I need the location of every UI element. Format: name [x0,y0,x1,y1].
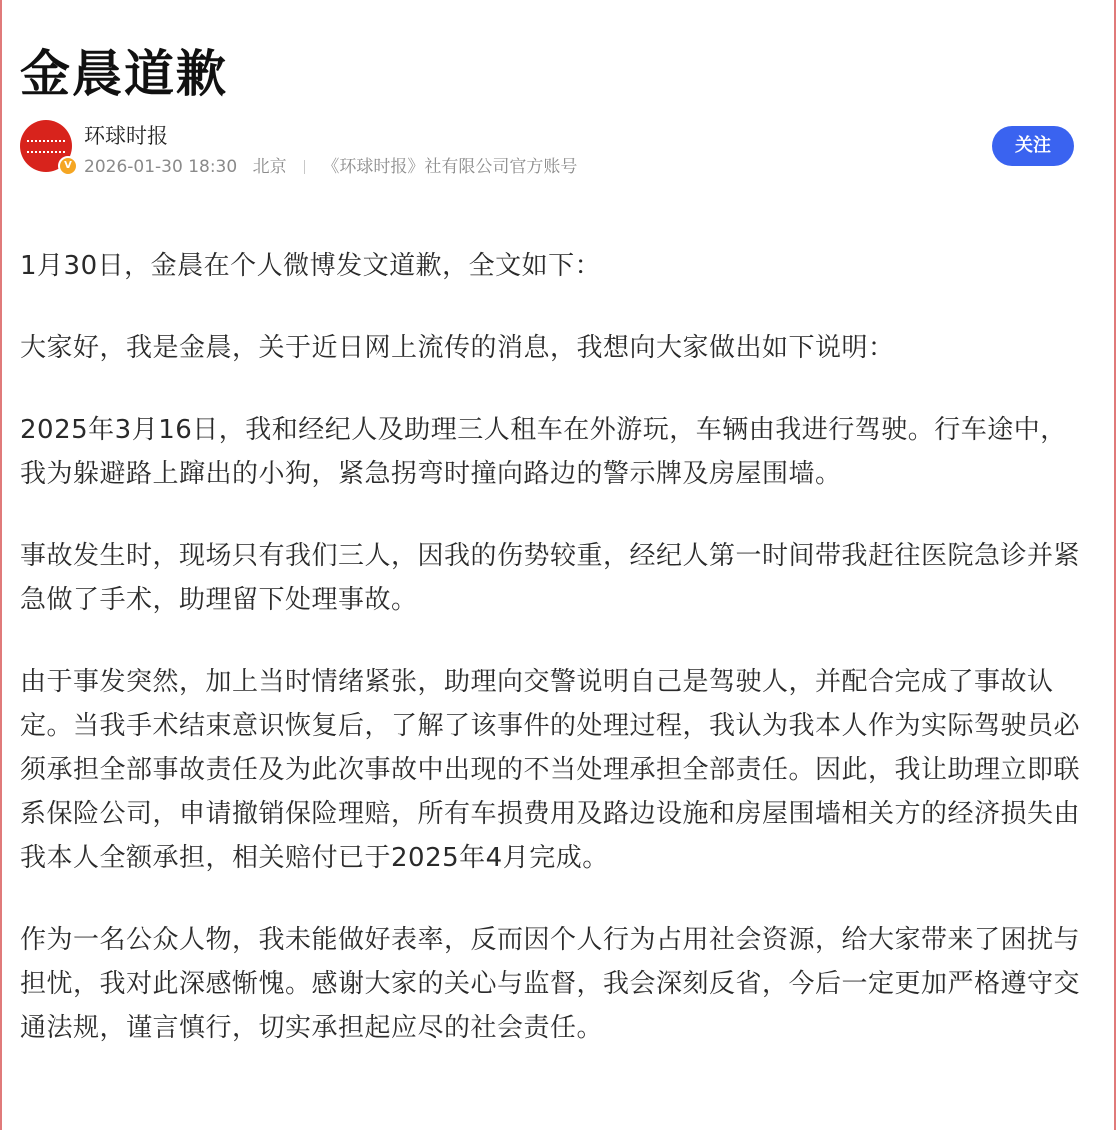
paragraph: 大家好，我是金晨，关于近日网上流传的消息，我想向大家做出如下说明： [20,333,895,363]
paragraph: 由于事发突然，加上当时情绪紧张，助理向交警说明自己是驾驶人，并配合完成了事故认定。当我手术结束意识恢复后，了解了该事件的处理过程，我认为我本人作为实际驾驶员必须承担全部事故责任及为此次事故中出现的不当处理承担全部责任。因此，我让助理立即联系保险公司，申请撤销保险理赔，所有车损费用及路边设施和房屋围墙相关方的经济损失由我本人全额承担，相关赔付已于2025年4月完成。 [20,667,1081,873]
publish-datetime: 2026-01-30 18:30 [84,157,238,177]
author-name[interactable]: 环球时报 [84,124,168,148]
publish-location: 北京 [252,157,287,177]
paragraph: 2025年3月16日，我和经纪人及助理三人租车在外游玩，车辆由我进行驾驶。行车途中，我为躲避路上蹿出的小狗，紧急拐弯时撞向路边的警示牌及房屋围墙。 [20,415,1067,489]
article-body [20,244,1080,1088]
paragraph: 1月30日，金晨在个人微博发文道歉，全文如下： [20,251,602,281]
article-title: 金晨道歉 [20,44,228,103]
follow-button[interactable]: 关注 [992,126,1074,166]
account-description: 《环球时报》社有限公司官方账号 [322,157,578,177]
author-meta [84,152,587,177]
meta-divider [304,160,305,174]
verified-badge-icon: V [58,156,78,176]
avatar-logo-mark [27,140,65,153]
author-row [20,118,1100,180]
paragraph: 作为一名公众人物，我未能做好表率，反而因个人行为占用社会资源，给大家带来了困扰与担忧，我对此深感惭愧。感谢大家的关心与监督，我会深刻反省，今后一定更加严格遵守交通法规，谨言慎行，切实承担起应尽的社会责任。 [20,925,1081,1043]
paragraph: 事故发生时，现场只有我们三人，因我的伤势较重，经纪人第一时间带我赶往医院急诊并紧急做了手术，助理留下处理事故。 [20,541,1081,615]
